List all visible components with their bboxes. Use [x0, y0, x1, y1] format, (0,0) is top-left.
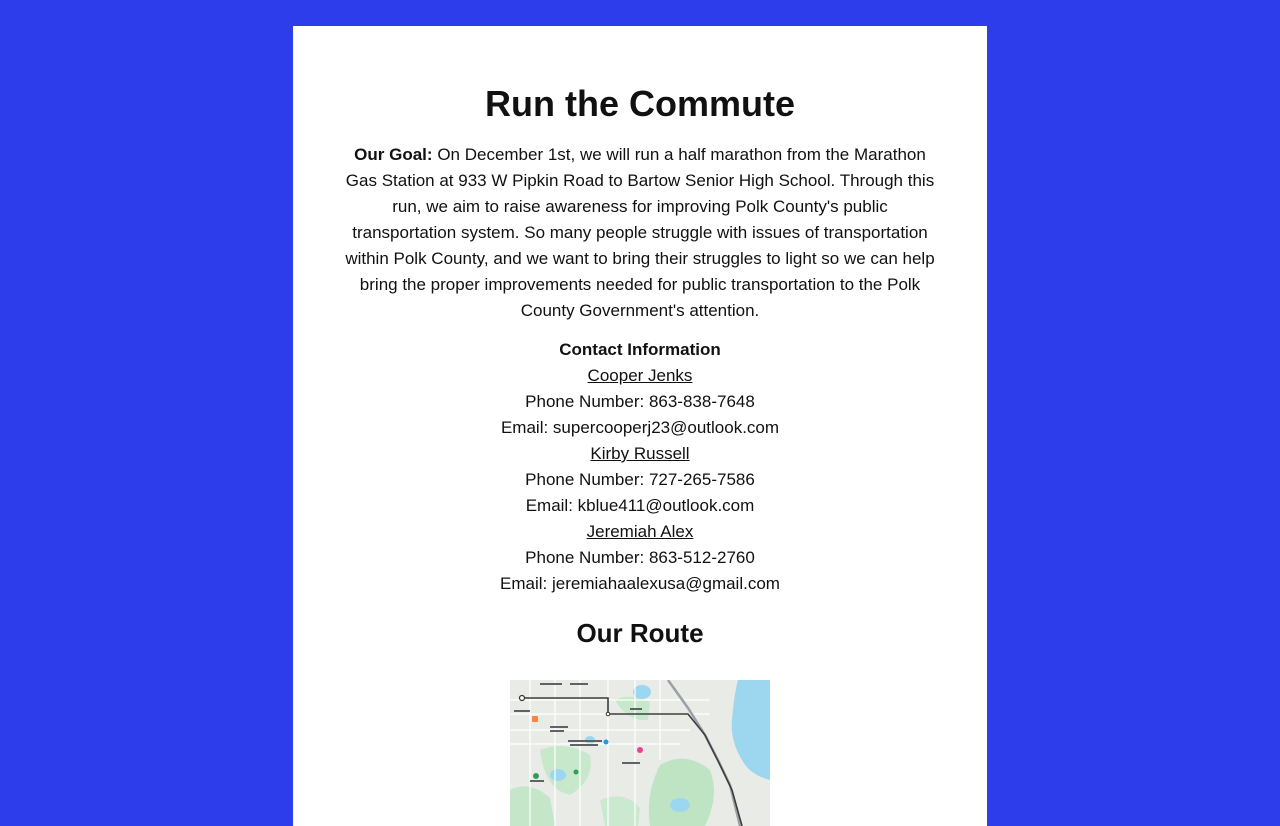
contact-name-jeremiah: Jeremiah Alex	[586, 522, 694, 541]
page-title: Run the Commute	[485, 83, 795, 124]
contact-heading: Contact Information	[559, 340, 721, 359]
contact-phone-cooper: Phone Number: 863-838-7648	[525, 392, 755, 411]
contact-phone-jeremiah: Phone Number: 863-512-2760	[525, 548, 755, 567]
route-map	[510, 680, 770, 826]
route-map-image	[510, 680, 770, 826]
goal-label: Our Goal:	[354, 145, 433, 164]
goal-text: On December 1st, we will run a half marathon from the Marathon Gas Station at 933 W Pipkin Road to Bartow Senior High School. Through this run, we aim to raise awareness for improving Polk County's public transportation system. So many people struggle with issues of transportation within Polk County, and we want to bring their struggles to light so we can help bring the proper improvements needed for public transportation to the Polk County Government's attention.	[345, 145, 935, 320]
contact-email-cooper: Email: supercooperj23@outlook.com	[500, 418, 780, 437]
contact-email-kirby: Email: kblue411@outlook.com	[525, 496, 755, 515]
contact-section	[293, 337, 987, 597]
route-heading: Our Route	[576, 618, 704, 648]
contact-phone-kirby: Phone Number: 727-265-7586	[525, 470, 755, 489]
contact-name-kirby: Kirby Russell	[590, 444, 690, 463]
contact-name-cooper: Cooper Jenks	[587, 366, 693, 385]
content-card	[293, 26, 987, 826]
goal-paragraph	[343, 142, 937, 324]
contact-email-jeremiah: Email: jeremiahaalexusa@gmail.com	[500, 574, 780, 593]
